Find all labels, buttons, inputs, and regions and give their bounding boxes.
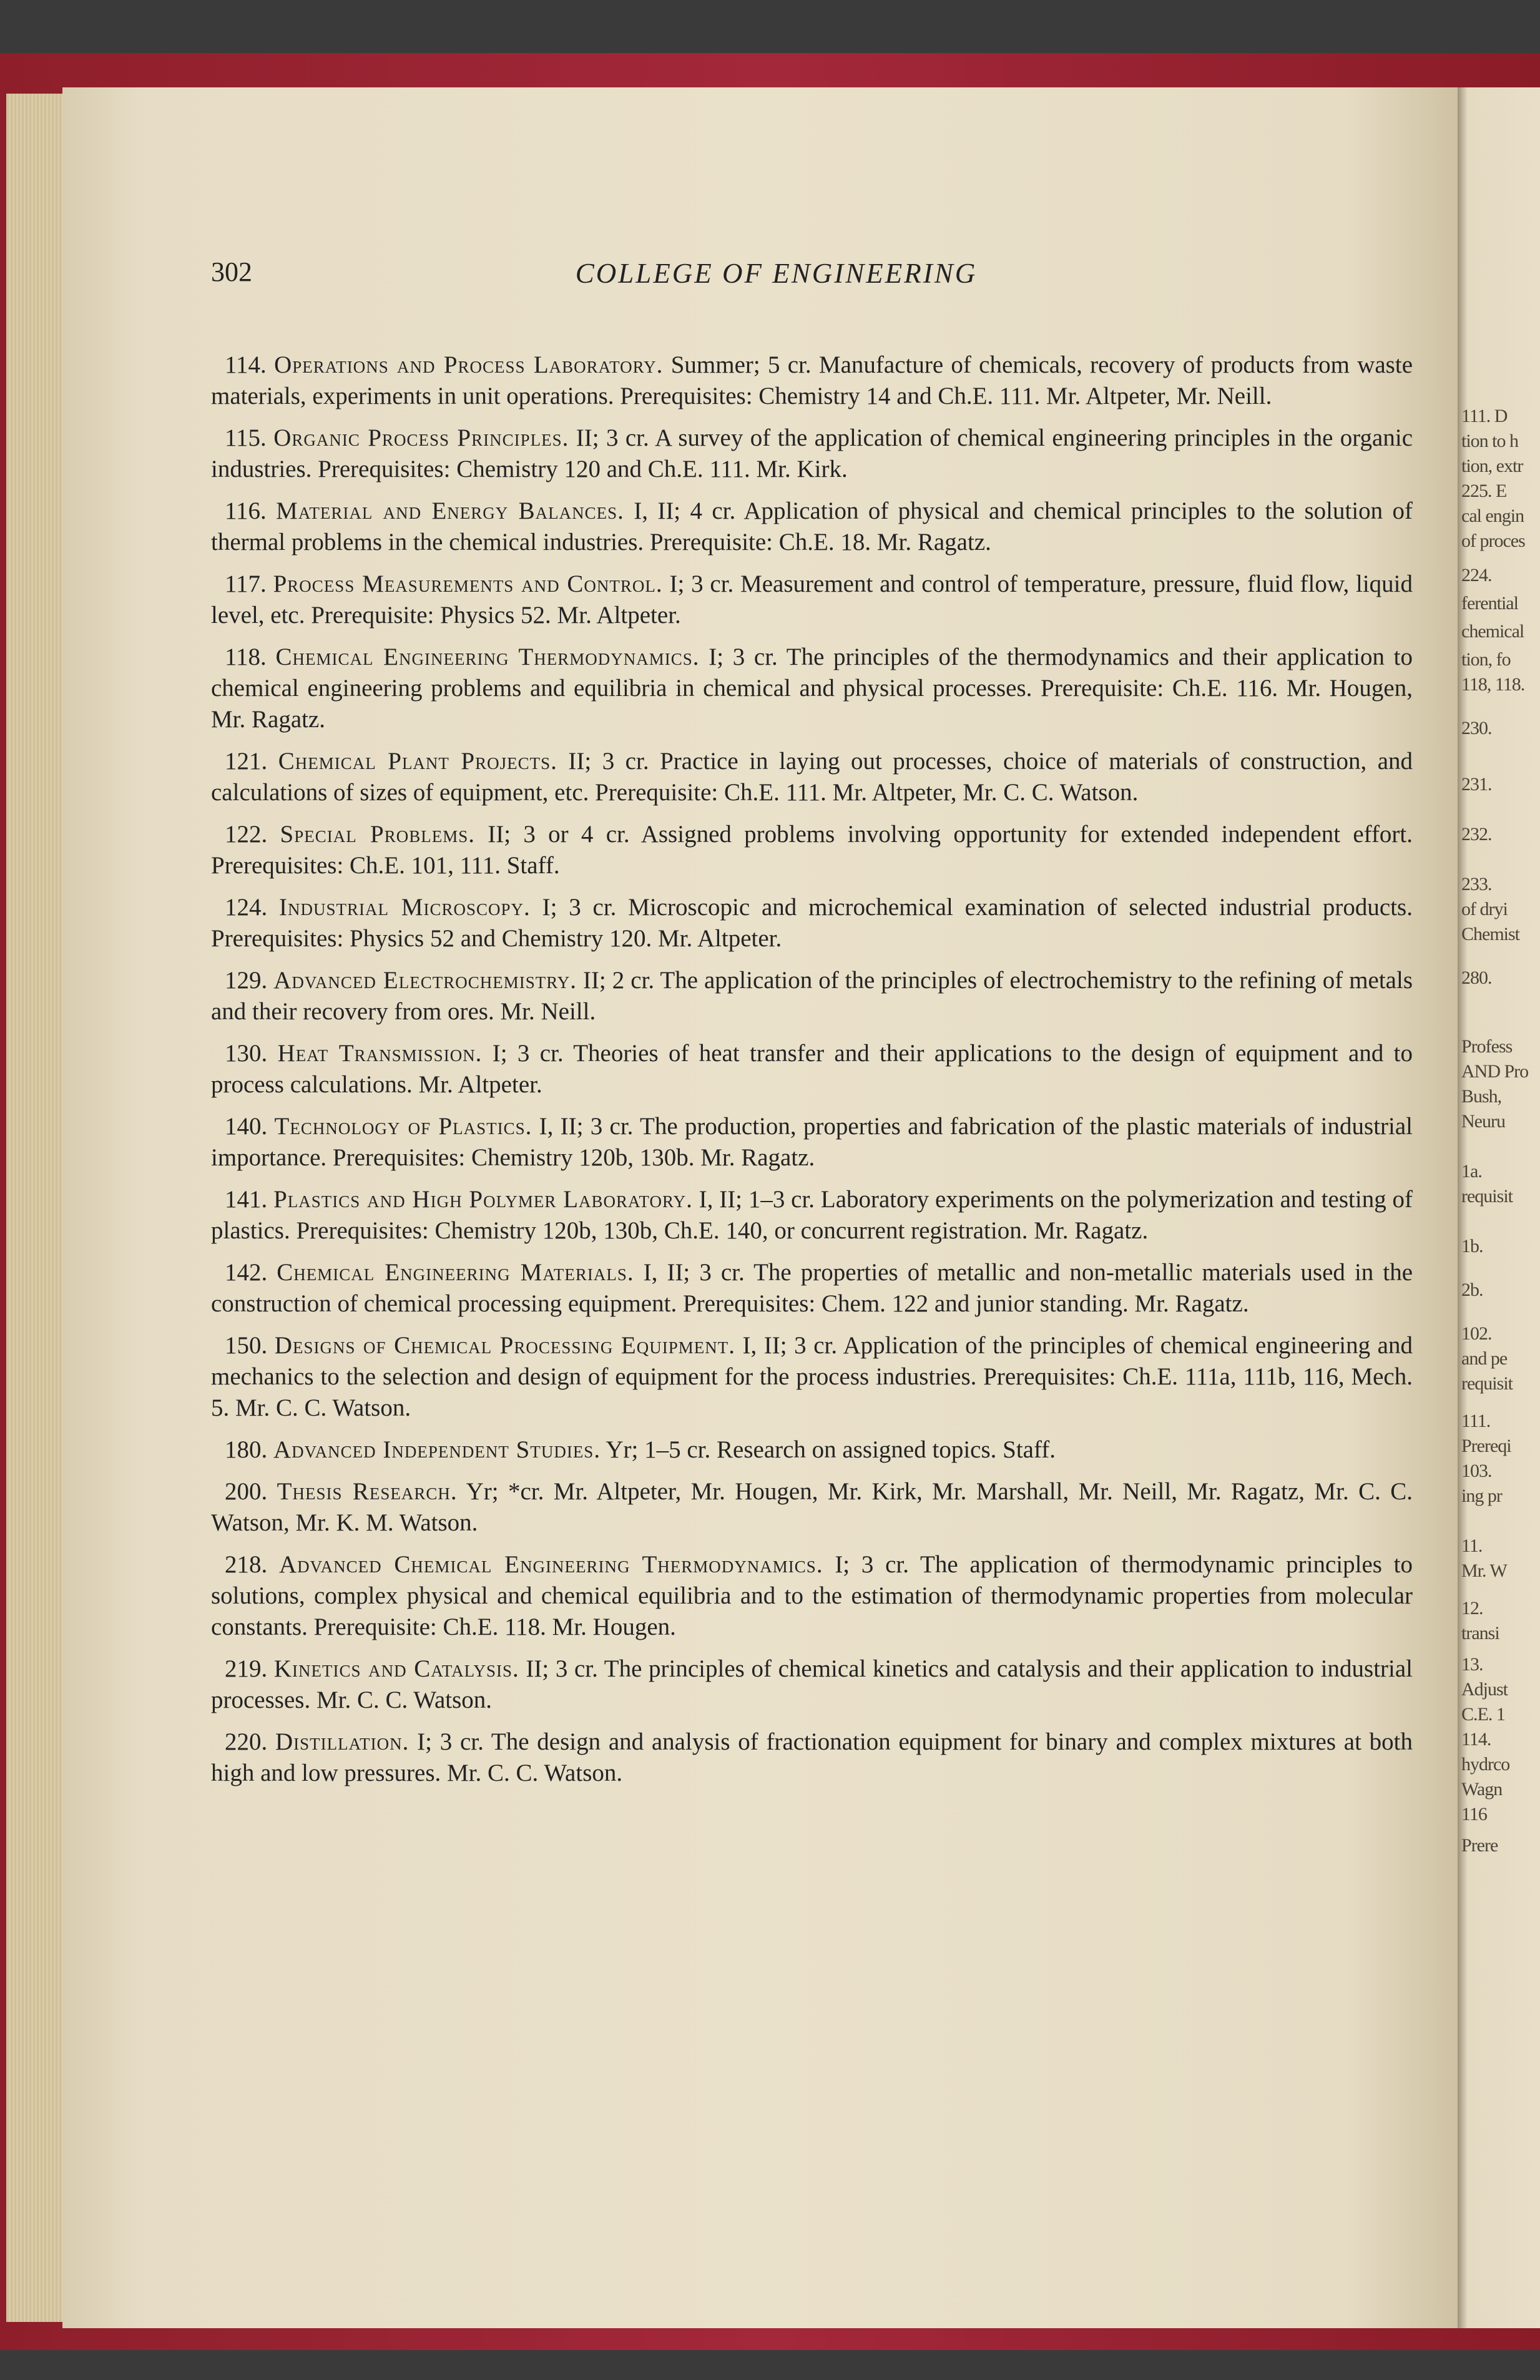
course-number: 150. bbox=[225, 1332, 268, 1359]
course-number: 200. bbox=[225, 1478, 268, 1505]
course-entry bbox=[211, 642, 1413, 735]
next-page-fragment: 1a. bbox=[1461, 1161, 1482, 1182]
course-title: Plastics and High Polymer Laboratory. bbox=[273, 1186, 693, 1213]
running-head: COLLEGE OF ENGINEERING bbox=[575, 258, 978, 289]
course-title: Chemical Engineering Materials. bbox=[277, 1259, 634, 1286]
course-title: Heat Transmission. bbox=[277, 1040, 483, 1067]
course-title: Designs of Chemical Processing Equipment. bbox=[274, 1332, 735, 1359]
next-page-fragment: 233. bbox=[1461, 874, 1492, 894]
course-description: Yr; 1–5 cr. Research on assigned topics. Staff. bbox=[601, 1436, 1056, 1463]
next-page-fragment: 231. bbox=[1461, 774, 1492, 795]
course-title: Thesis Research. bbox=[277, 1478, 458, 1505]
next-page-fragment: 111. D bbox=[1461, 406, 1508, 426]
course-number: 118. bbox=[225, 644, 267, 670]
course-entry bbox=[211, 1549, 1413, 1643]
course-entry bbox=[211, 569, 1413, 631]
course-title: Process Measurements and Control. bbox=[273, 571, 663, 597]
course-description: II; 3 cr. Practice in laying out processes, choice of materials of construction, and calculations of sizes of equipment, etc. Prerequisite: Ch.E. 111. Mr. Altpeter, Mr. C. C. Watson. bbox=[211, 748, 1413, 806]
next-page-fragment: Prereqi bbox=[1461, 1436, 1511, 1456]
course-description: I; 3 cr. Measurement and control of temperature, pressure, fluid flow, liquid level, etc. Prerequisite: Physics 52. Mr. Altpeter. bbox=[211, 571, 1413, 629]
course-entry bbox=[211, 1476, 1413, 1539]
next-page-fragment: 114. bbox=[1461, 1729, 1491, 1750]
course-number: 115. bbox=[225, 424, 267, 451]
course-description: II; 2 cr. The application of the principles of electrochemistry to the refining of metals and their recovery from ores. Mr. Neill. bbox=[211, 967, 1413, 1025]
course-number: 220. bbox=[225, 1728, 268, 1755]
next-page-fragment: chemical bbox=[1461, 621, 1524, 642]
course-title: Technology of Plastics. bbox=[274, 1113, 532, 1140]
next-page-fragment: ferential bbox=[1461, 593, 1518, 614]
course-entry bbox=[211, 746, 1413, 808]
course-description: I; 3 cr. The application of thermodynamic principles to solutions, complex physical and chemical equilibria and to the estimation of thermodynamic properties from molecular constants. Prerequisite: Ch.E. 118. Mr. Hougen. bbox=[211, 1551, 1413, 1640]
course-title: Advanced Electrochemistry. bbox=[273, 967, 577, 994]
course-entry bbox=[211, 892, 1413, 954]
course-number: 117. bbox=[225, 571, 267, 597]
course-title: Advanced Chemical Engineering Thermodynamics. bbox=[279, 1551, 823, 1578]
course-description: I, II; 3 cr. Application of the principles of chemical engineering and mechanics to the selection and design of equipment for the process industries. Prerequisites: Ch.E. 111a, 111b, 116, Mech. 5. Mr. C. C. Watson. bbox=[211, 1332, 1413, 1421]
next-page-fragment: Bush, bbox=[1461, 1086, 1502, 1107]
course-number: 219. bbox=[225, 1655, 268, 1682]
next-page-fragment: 103. bbox=[1461, 1461, 1492, 1481]
next-page-fragment: Chemist bbox=[1461, 924, 1520, 944]
next-page-fragment: 111. bbox=[1461, 1411, 1491, 1431]
next-page-fragment: 12. bbox=[1461, 1598, 1483, 1618]
next-page-fragment: requisit bbox=[1461, 1186, 1513, 1207]
next-page-fragment: 13. bbox=[1461, 1654, 1483, 1675]
next-page-fragment: tion, fo bbox=[1461, 649, 1511, 670]
next-page-fragment: 225. E bbox=[1461, 481, 1507, 501]
course-description: II; 3 or 4 cr. Assigned problems involving opportunity for extended independent effort. Prerequisites: Ch.E. 101, 111. Staff. bbox=[211, 821, 1413, 879]
course-title: Advanced Independent Studies. bbox=[273, 1436, 601, 1463]
course-entry bbox=[211, 1653, 1413, 1716]
course-number: 141. bbox=[225, 1186, 268, 1213]
next-page-fragment: 2b. bbox=[1461, 1280, 1483, 1300]
next-page-fragment: Wagn bbox=[1461, 1779, 1503, 1800]
course-description: I; 3 cr. The principles of the thermodynamics and their application to chemical engineering problems and equilibria in chemical and physical processes. Prerequisite: Ch.E. 116. Mr. Hougen, Mr. Ragatz. bbox=[211, 644, 1413, 733]
next-page-fragment: 280. bbox=[1461, 967, 1492, 988]
next-page-fragment: transi bbox=[1461, 1623, 1499, 1643]
next-page-fragment: 11. bbox=[1461, 1535, 1483, 1556]
page-number: 302 bbox=[211, 257, 252, 287]
course-description: I; 3 cr. Theories of heat transfer and their applications to the design of equipment and to process calculations. Mr. Altpeter. bbox=[211, 1040, 1413, 1098]
course-entry bbox=[211, 1184, 1413, 1246]
next-page-fragment: and pe bbox=[1461, 1348, 1508, 1369]
course-number: 129. bbox=[225, 967, 268, 994]
next-page-fragment: tion to h bbox=[1461, 431, 1519, 451]
next-page-fragment: hydrco bbox=[1461, 1754, 1510, 1775]
course-number: 140. bbox=[225, 1113, 268, 1140]
course-entry bbox=[211, 1434, 1413, 1466]
course-entry bbox=[211, 965, 1413, 1027]
course-entry bbox=[211, 1330, 1413, 1424]
next-page-fragment: 102. bbox=[1461, 1323, 1492, 1344]
course-description: I; 3 cr. The design and analysis of fractionation equipment for binary and complex mixtures at both high and low pressures. Mr. C. C. Watson. bbox=[211, 1728, 1413, 1786]
course-number: 122. bbox=[225, 821, 268, 848]
next-page-fragment: C.E. 1 bbox=[1461, 1704, 1505, 1725]
next-page-fragment: 230. bbox=[1461, 718, 1492, 738]
next-page-fragment: ing pr bbox=[1461, 1486, 1502, 1506]
course-number: 124. bbox=[225, 894, 268, 921]
course-number: 116. bbox=[225, 497, 267, 524]
course-description: II; 3 cr. The principles of chemical kinetics and catalysis and their application to industrial processes. Mr. C. C. Watson. bbox=[211, 1655, 1413, 1713]
course-number: 130. bbox=[225, 1040, 268, 1067]
next-page-edge bbox=[1458, 87, 1540, 2328]
course-list bbox=[211, 350, 1413, 1800]
course-number: 142. bbox=[225, 1259, 268, 1286]
course-entry bbox=[211, 423, 1413, 485]
next-page-fragment: of dryi bbox=[1461, 899, 1508, 919]
next-page-fragment: requisit bbox=[1461, 1373, 1513, 1394]
next-page-fragment: Neuru bbox=[1461, 1111, 1505, 1132]
course-description: Yr; *cr. Mr. Altpeter, Mr. Hougen, Mr. Kirk, Mr. Marshall, Mr. Neill, Mr. Ragatz, Mr. C. C. Watson, Mr. K. M. Watson. bbox=[211, 1478, 1413, 1536]
course-entry bbox=[211, 1038, 1413, 1100]
next-page-fragment: 224. bbox=[1461, 565, 1492, 585]
course-number: 114. bbox=[225, 351, 267, 378]
course-entry bbox=[211, 350, 1413, 412]
course-entry bbox=[211, 1111, 1413, 1173]
course-description: II; 3 cr. A survey of the application of chemical engineering principles in the organic industries. Prerequisites: Chemistry 120 and Ch.E. 111. Mr. Kirk. bbox=[211, 424, 1413, 482]
next-page-fragment: of proces bbox=[1461, 531, 1525, 551]
course-title: Special Problems. bbox=[280, 821, 475, 848]
next-page-fragment: Adjust bbox=[1461, 1679, 1508, 1700]
next-page-fragment: 1b. bbox=[1461, 1236, 1483, 1256]
course-description: I; 3 cr. Microscopic and microchemical examination of selected industrial products. Prerequisites: Physics 52 and Chemistry 120. Mr. Altpeter. bbox=[211, 894, 1413, 952]
course-title: Distillation. bbox=[275, 1728, 410, 1755]
next-page-fragment: tion, extr bbox=[1461, 456, 1523, 476]
course-number: 180. bbox=[225, 1436, 268, 1463]
course-description: Summer; 5 cr. Manufacture of chemicals, recovery of products from waste materials, experiments in unit operations. Prerequisites: Chemistry 14 and Ch.E. 111. Mr. Altpeter, Mr. Neill. bbox=[211, 351, 1413, 409]
page-edges bbox=[6, 94, 66, 2322]
course-number: 121. bbox=[225, 748, 268, 775]
next-page-fragment: 116 bbox=[1461, 1804, 1487, 1824]
course-title: Industrial Microscopy. bbox=[279, 894, 531, 921]
course-entry bbox=[211, 819, 1413, 881]
course-title: Operations and Process Laboratory. bbox=[274, 351, 664, 378]
course-title: Organic Process Principles. bbox=[273, 424, 569, 451]
next-page-fragment: 118, 118. bbox=[1461, 674, 1525, 695]
next-page-fragment: Mr. W bbox=[1461, 1560, 1507, 1581]
course-description: I, II; 3 cr. The production, properties and fabrication of the plastic materials of industrial importance. Prerequisites: Chemistry 120b, 130b. Mr. Ragatz. bbox=[211, 1113, 1413, 1171]
course-title: Chemical Plant Projects. bbox=[278, 748, 557, 775]
next-page-fragment: cal engin bbox=[1461, 506, 1524, 526]
course-description: I, II; 4 cr. Application of physical and chemical principles to the solution of thermal problems in the chemical industries. Prerequisite: Ch.E. 18. Mr. Ragatz. bbox=[211, 497, 1413, 556]
next-page-fragment: Profess bbox=[1461, 1036, 1513, 1057]
course-description: I, II; 1–3 cr. Laboratory experiments on the polymerization and testing of plastics. Prerequisites: Chemistry 120b, 130b, Ch.E. 140, or concurrent registration. Mr. Ragatz. bbox=[211, 1186, 1413, 1244]
next-page-fragment: AND Pro bbox=[1461, 1061, 1529, 1082]
course-title: Material and Energy Balances. bbox=[276, 497, 624, 524]
course-entry bbox=[211, 496, 1413, 558]
course-number: 218. bbox=[225, 1551, 268, 1578]
next-page-fragment: 232. bbox=[1461, 824, 1492, 845]
next-page-fragment: Prere bbox=[1461, 1835, 1498, 1856]
course-description: I, II; 3 cr. The properties of metallic and non-metallic materials used in the construction of chemical processing equipment. Prerequisites: Chem. 122 and junior standing. Mr. Ragatz. bbox=[211, 1259, 1413, 1317]
course-entry bbox=[211, 1726, 1413, 1789]
course-title: Kinetics and Catalysis. bbox=[273, 1655, 519, 1682]
course-title: Chemical Engineering Thermodynamics. bbox=[275, 644, 700, 670]
course-entry bbox=[211, 1257, 1413, 1320]
